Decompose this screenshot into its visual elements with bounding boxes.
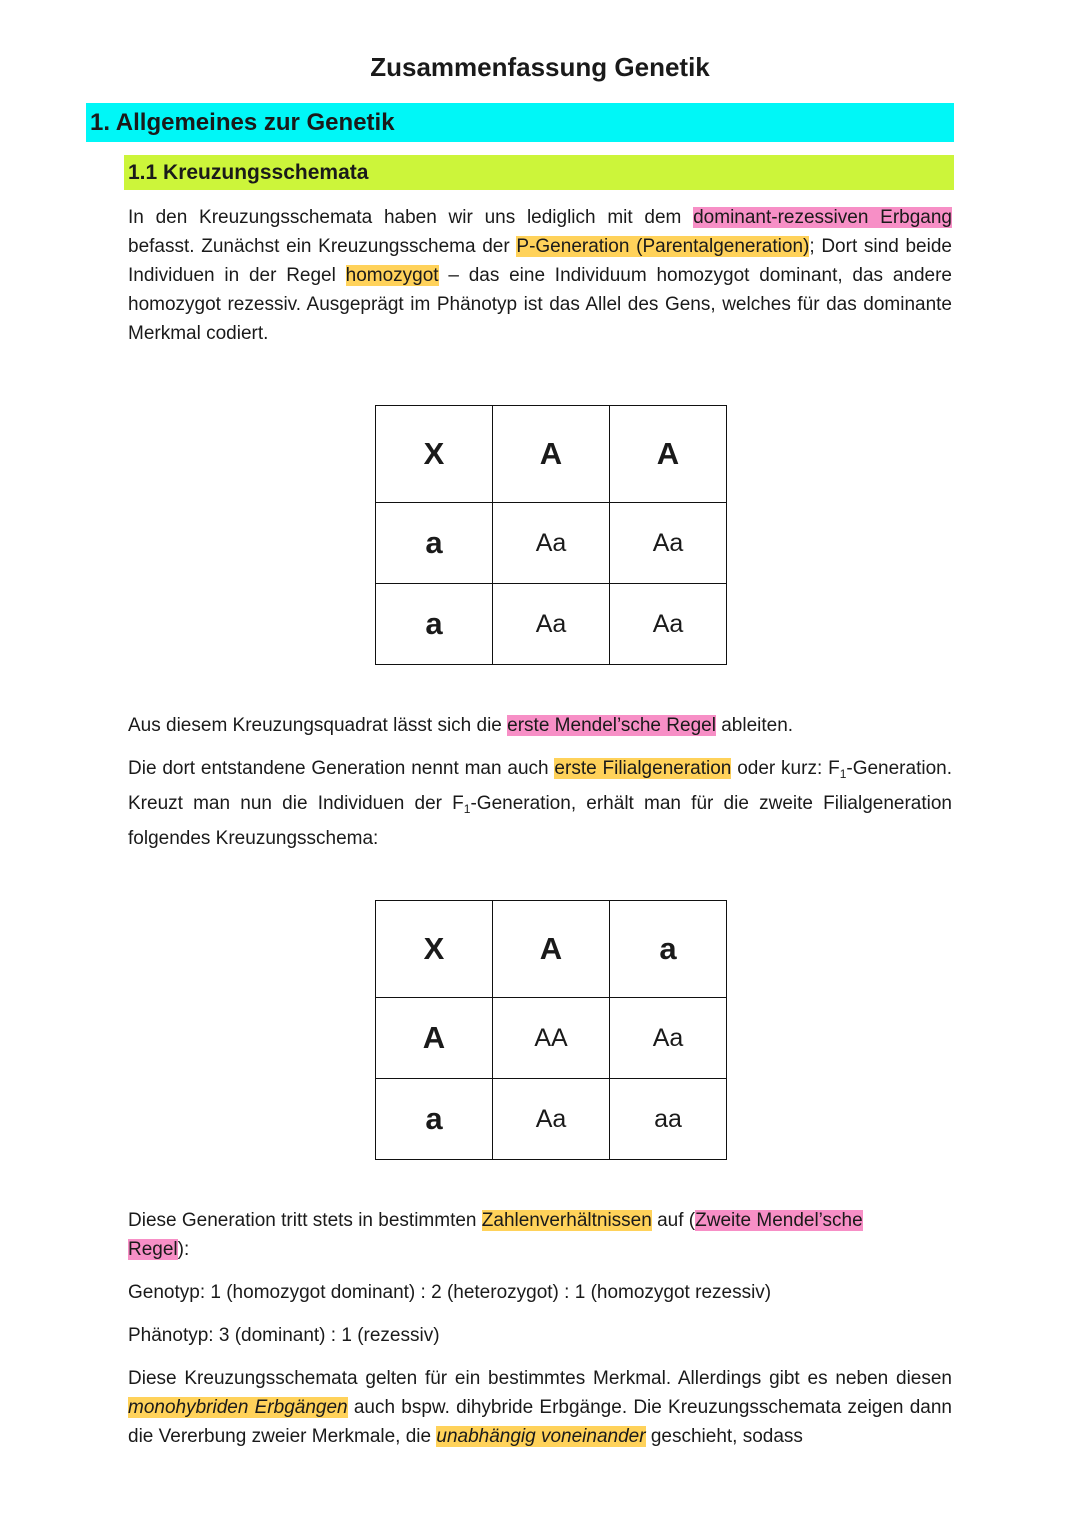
punnett-cell: Aa (610, 584, 727, 665)
text-segment: In den Kreuzungsschemata haben wir uns lediglich mit dem (128, 207, 694, 228)
punnett-cell: Aa (610, 503, 727, 584)
text-segment: ): (177, 1239, 190, 1260)
punnett-col-header: A (493, 406, 610, 503)
text-segment: -Generation. Kreuzt man nun die Individuen der F (128, 758, 952, 814)
punnett-square-f2-generation (375, 900, 727, 1160)
text-segment: befasst. Zunächst ein Kreuzungsschema der (128, 236, 517, 257)
paragraph-phaenotyp: Phänotyp: 3 (dominant) : 1 (rezessiv) (128, 1325, 440, 1346)
text-segment: Aus diesem Kreuzungsquadrat lässt sich die (128, 715, 508, 736)
paragraph-genotyp: Genotyp: 1 (homozygot dominant) : 2 (heterozygot) : 1 (homozygot rezessiv) (128, 1282, 772, 1303)
text-segment: -Generation, erhält man für die zweite Filialgeneration folgendes Kreuzungsschema: (128, 793, 952, 849)
paragraph-intro (128, 203, 952, 348)
punnett-row-header: a (376, 1079, 493, 1160)
subscript: 1 (839, 767, 847, 781)
text-segment: Diese Kreuzungsschemata gelten für ein bestimmtes Merkmal. Allerdings gibt es neben diesen (128, 1368, 952, 1389)
punnett-cell: AA (493, 998, 610, 1079)
punnett-corner: X (376, 406, 493, 503)
punnett-cell: Aa (493, 584, 610, 665)
highlight-filialgeneration: erste Filialgeneration (554, 758, 732, 779)
subscript: 1 (463, 802, 471, 816)
highlight-unabhaengig: unabhängig voneinander (436, 1426, 646, 1447)
paragraph-first-rule (128, 711, 952, 740)
punnett-cell: Aa (493, 503, 610, 584)
paragraph-second-rule (128, 1206, 918, 1264)
text-segment: ableiten. (715, 715, 794, 736)
punnett-cell: Aa (610, 998, 727, 1079)
text-segment: ; Dort sind beide Individuen in der Regel (128, 236, 952, 286)
punnett-col-header: a (610, 901, 727, 998)
highlight-first-mendel-rule: erste Mendel’sche Regel (507, 715, 716, 736)
punnett-col-header: A (610, 406, 727, 503)
highlight-zahlenverhaeltnisse: Zahlenverhältnissen (481, 1210, 652, 1231)
text-segment: auch bspw. dihybride Erbgänge. Die Kreuzungsschemata zeigen dann die Vererbung zweier Merkmale, die (128, 1397, 952, 1447)
punnett-cell: Aa (493, 1079, 610, 1160)
paragraph-dihybrid (128, 1364, 952, 1451)
document-title: Zusammenfassung Genetik (370, 52, 710, 82)
text-segment: Diese Generation tritt stets in bestimmten (128, 1210, 482, 1231)
highlight-homozygot: homozygot (345, 265, 439, 286)
text-segment: auf ( (651, 1210, 696, 1231)
punnett-row-header: a (376, 503, 493, 584)
highlight-dominant-rezessiv: dominant-rezessiven Erbgang (693, 207, 952, 228)
text-segment: oder kurz: F (731, 758, 840, 779)
punnett-cell: aa (610, 1079, 727, 1160)
text-segment: Die dort entstandene Generation nennt man auch (128, 758, 555, 779)
section-heading-1-1: 1.1 Kreuzungsschemata (124, 155, 954, 190)
punnett-row-header: A (376, 998, 493, 1079)
punnett-col-header: A (493, 901, 610, 998)
text-segment: – das eine Individuum homozygot dominant, das andere homozygot rezessiv. Ausgeprägt im Phänotyp ist das Allel des Gens, welches für das dominante Merkmal codiert. (128, 265, 952, 344)
highlight-monohybrid: monohybriden Erbgängen (128, 1397, 348, 1418)
text-segment: geschieht, sodass (645, 1426, 803, 1447)
paragraph-f1-generation (128, 754, 952, 853)
punnett-square-p-generation (375, 405, 727, 665)
highlight-p-generation: P-Generation (Parentalgeneration) (516, 236, 810, 257)
highlight-second-mendel-rule: Zweite Mendel’sche Regel (128, 1210, 863, 1260)
punnett-row-header: a (376, 584, 493, 665)
punnett-corner: X (376, 901, 493, 998)
section-heading-1: 1. Allgemeines zur Genetik (86, 103, 954, 142)
